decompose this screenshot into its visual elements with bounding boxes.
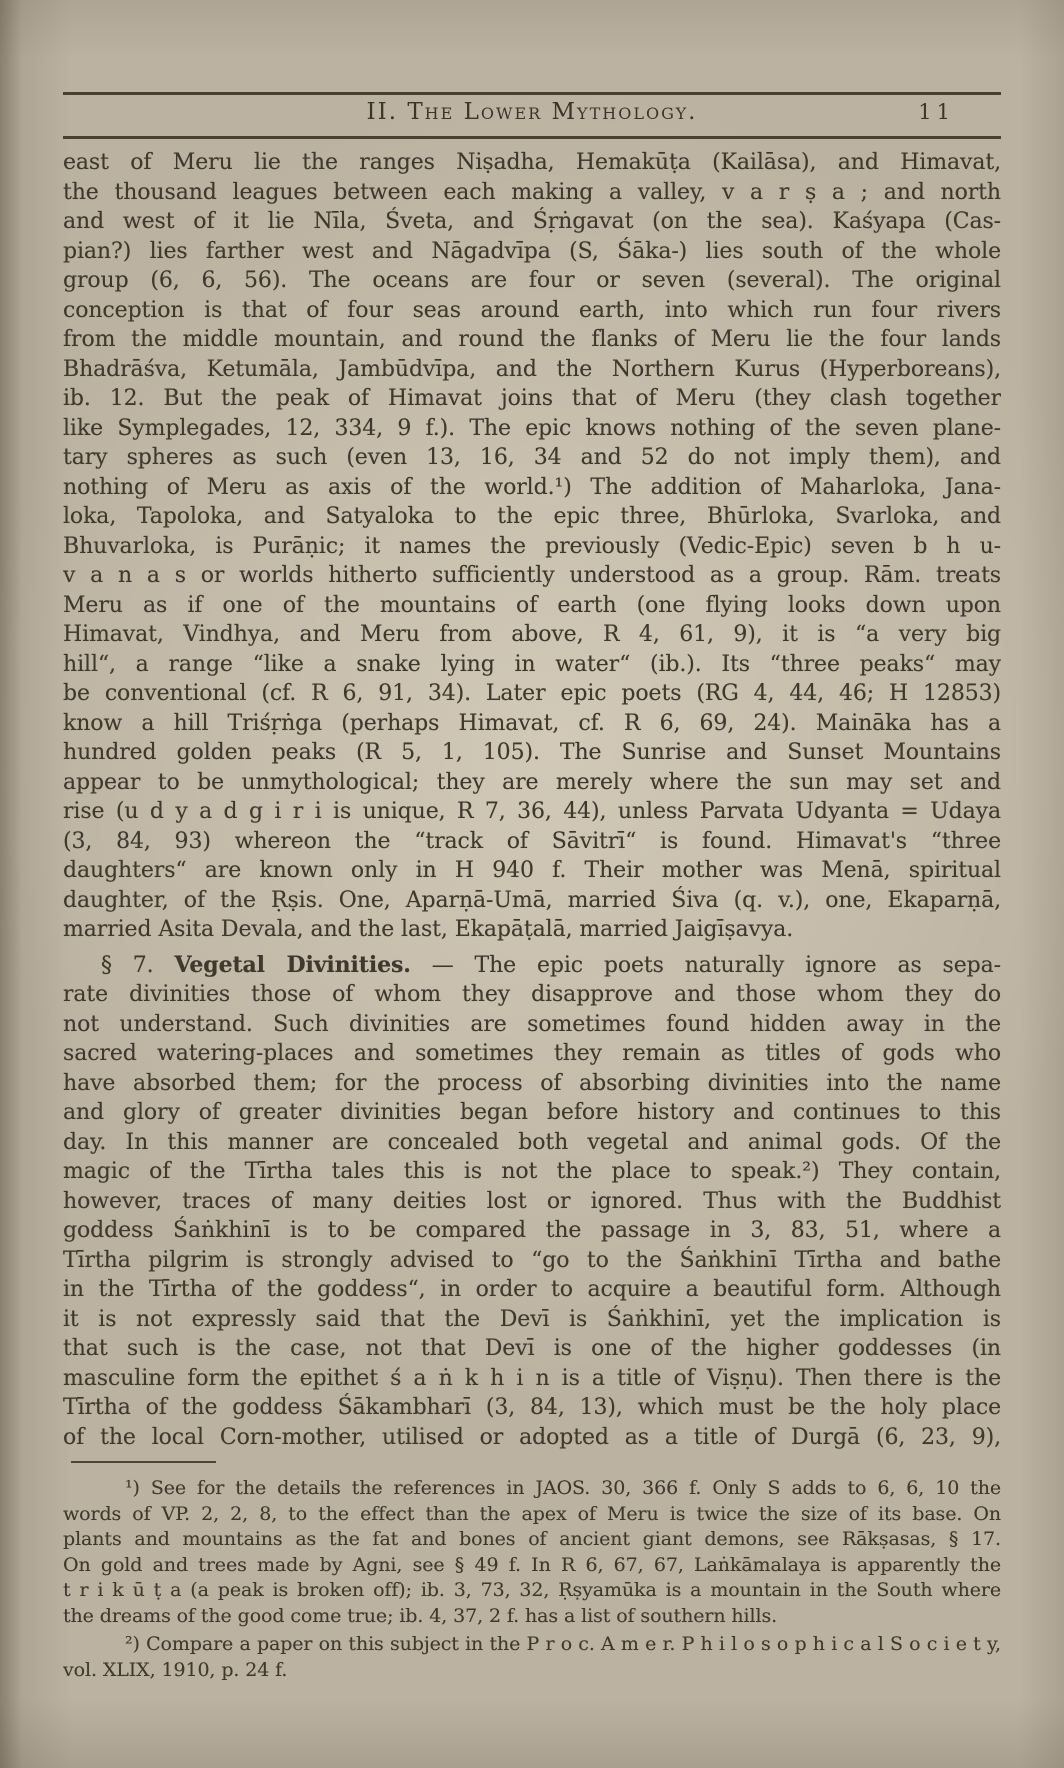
text-line: and west of it lie Nīla, Śveta, and Śṛṅgavat (on the sea). Kaśyapa (Cas- [63,209,1001,234]
page-number: 11 [918,100,955,124]
paragraph-1-lines [63,148,1001,945]
text-line: Himavat, Vindhya, and Meru from above, R 4, 61, 9), it is “a very big [63,622,1001,647]
footnote-line: ¹) See for the details the references in JAOS. 30, 366 f. Only S adds to 6, 6, 10 the [125,1477,1001,1499]
text-line: it is not expressly said that the Devī is Śaṅkhinī, yet the implication is [63,1306,1001,1332]
footnote-line: On gold and trees made by Agni, see § 49 f. In R 6, 67, 67, Laṅkāmalaya is apparently the [63,1553,1001,1576]
text-line: appear to be unmythological; they are merely where the sun may set and [63,769,1001,795]
text-line: in the Tīrtha of the goddess“, in order to acquire a beautiful form. Although [63,1277,1001,1302]
text-line: loka, Tapoloka, and Satyaloka to the epic three, Bhūrloka, Svarloka, and [63,504,1001,529]
text-line: of the local Corn-mother, utilised or adopted as a title of Durgā (6, 23, 9), [63,1424,1001,1450]
paragraph-2 [63,951,1001,1453]
header-rule-bottom [63,136,1001,139]
text-line: that such is the case, not that Devī is one of the higher goddesses (in [63,1336,1001,1361]
text-line: day. In this manner are concealed both vegetal and animal gods. Of the [63,1129,1001,1155]
text-line: ib. 12. But the peak of Himavat joins that of Meru (they clash together [63,386,1001,411]
paragraph-2-lines [63,980,1001,1452]
header-rule-top [63,92,1001,95]
text-line: tary spheres as such (even 13, 16, 34 and 52 do not imply them), and [63,445,1001,470]
footnote-2 [63,1632,1001,1683]
section-heading-line [63,951,1001,981]
text-line: however, traces of many deities lost or ignored. Thus with the Buddhist [63,1188,1001,1214]
text-line: magic of the Tīrtha tales this is not the place to speak.²) They contain, [63,1159,1001,1184]
text-line: hill“, a range “like a snake lying in water“ (ib.). Its “three peaks“ may [63,651,1001,677]
footnote-separator [71,1461,216,1463]
text-line: conception is that of four seas around earth, into which run four rivers [63,297,1001,323]
text-line: like Symplegades, 12, 334, 9 f.). The epic knows nothing of the seven plane- [63,415,1001,441]
text-line: the thousand leagues between each making a valley, v a r ṣ a ; and north [63,179,1001,205]
section-title: Vegetal Divinities. [174,951,411,978]
footnote-line: the dreams of the good come true; ib. 4, 37, 2 f. has a list of southern hills. [63,1604,778,1627]
text-line: married Asita Devala, and the last, Ekapāṭalā, married Jaigīṣavya. [63,917,794,942]
running-head-title: II. The Lower Mythology. [366,99,698,125]
text-line: hundred golden peaks (R 5, 1, 105). The Sunrise and Sunset Mountains [63,740,1001,765]
footnote-line: vol. XLIX, 1910, p. 24 f. [63,1658,288,1681]
paragraph-1 [63,148,1001,945]
text-line: not understand. Such divinities are sometimes found hidden away in the [63,1011,1001,1037]
section-heading-rest: — The epic poets naturally ignore as sepa- [431,952,1001,978]
text-line: Tīrtha pilgrim is strongly advised to “go to the Śaṅkhinī Tīrtha and bathe [63,1247,1001,1273]
text-line: from the middle mountain, and round the flanks of Meru lie the four lands [63,327,1001,352]
text-line: nothing of Meru as axis of the world.¹) The addition of Maharloka, Jana- [63,474,1001,500]
section-number: § 7. [101,952,154,978]
footnote-2-lines [63,1632,1001,1683]
footnote-1-lines [63,1476,1001,1629]
text-line: daughter, of the Ṛṣis. One, Aparṇā-Umā, married Śiva (q. v.), one, Ekaparṇā, [63,887,1001,913]
footnote-line: t r i k ū ṭ a (a peak is broken off); ib. 3, 73, 32, Ṛṣyamūka is a mountain in the South where [63,1579,1001,1601]
text-line: have absorbed them; for the process of absorbing divinities into the name [63,1070,1001,1096]
text-line: know a hill Triśṛṅga (perhaps Himavat, cf. R 6, 69, 24). Maināka has a [63,710,1001,736]
text-line: sacred watering-places and sometimes they remain as titles of gods who [63,1041,1001,1066]
text-line: be conventional (cf. R 6, 91, 34). Later epic poets (RG 4, 44, 46; H 12853) [63,681,1001,706]
text-line: and glory of greater divinities began before history and continues to this [63,1100,1001,1125]
text-line: east of Meru lie the ranges Niṣadha, Hemakūṭa (Kailāsa), and Himavat, [63,150,1001,175]
text-line: Meru as if one of the mountains of earth (one flying looks down upon [63,592,1001,618]
footnote-line: words of VP. 2, 2, 8, to the effect than the apex of Meru is twice the size of its base. On [63,1502,1001,1525]
footnote-line: ²) Compare a paper on this subject in the P r o c. A m e r. P h i l o s o p h i c a l S o c i e t y, [125,1633,1001,1655]
text-line: Bhadrāśva, Ketumāla, Jambūdvīpa, and the Northern Kurus (Hyperboreans), [63,356,1001,382]
text-line: pian?) lies farther west and Nāgadvīpa (S, Śāka-) lies south of the whole [63,238,1001,264]
text-line: Bhuvarloka, is Purāṇic; it names the previously (Vedic-Epic) seven b h u- [63,533,1001,559]
footnote-1 [63,1476,1001,1629]
text-line: masculine form the epithet ś a ṅ k h i n is a title of Viṣṇu). Then there is the [63,1365,1001,1391]
footnote-line: plants and mountains as the fat and bones of ancient giant demons, see Rākṣasas, § 17. [63,1528,1001,1550]
running-head [63,99,1001,133]
text-line: (3, 84, 93) whereon the “track of Sāvitrī“ is found. Himavat's “three [63,828,1001,854]
text-line: goddess Śaṅkhinī is to be compared the passage in 3, 83, 51, where a [63,1218,1001,1243]
page-body [63,148,1001,1683]
text-line: Tīrtha of the goddess Śākambharī (3, 84, 13), which must be the holy place [63,1395,1001,1420]
text-line: daughters“ are known only in H 940 f. Their mother was Menā, spiritual [63,858,1001,883]
text-line: rate divinities those of whom they disapprove and those whom they do [63,982,1001,1007]
text-line: v a n a s or worlds hitherto sufficiently understood as a group. Rām. treats [63,563,1001,588]
text-line: group (6, 6, 56). The oceans are four or seven (several). The original [63,268,1001,293]
text-line: rise (u d y a d g i r i is unique, R 7, 36, 44), unless Parvata Udyanta = Udaya [63,799,1001,824]
